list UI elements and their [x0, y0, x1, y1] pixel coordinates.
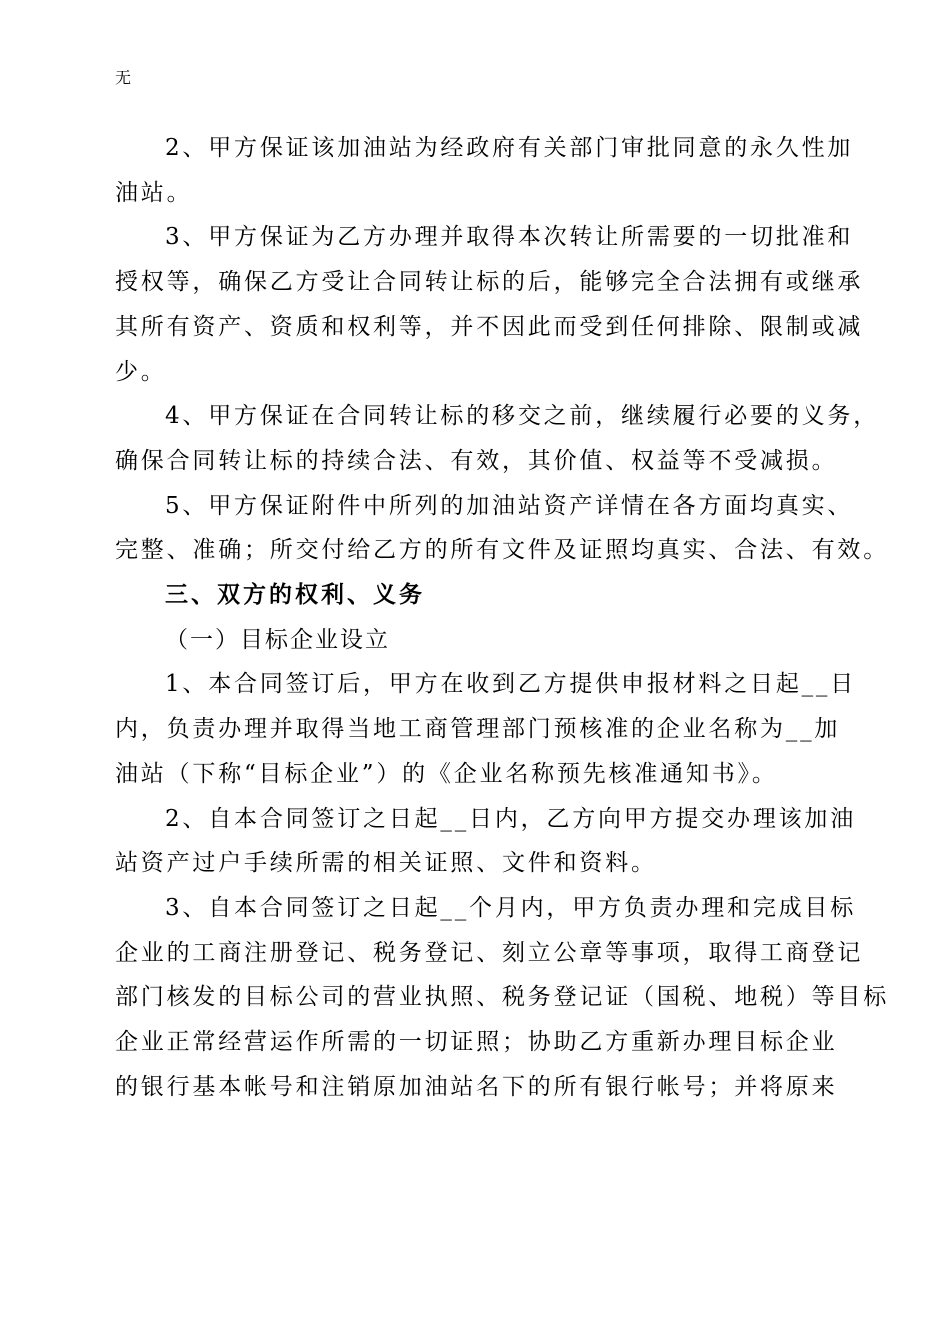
paragraph-2: [115, 126, 854, 215]
text-line: 部门核发的目标公司的营业执照、税务登记证（国税、地税）等目标: [115, 984, 889, 1011]
text-line: 3、自本合同签订之日起__个月内，甲方负责办理和完成目标: [165, 894, 857, 921]
subsection-heading: （一）目标企业设立: [165, 626, 390, 653]
text-line: 内，负责办理并取得当地工商管理部门预核准的企业名称为__加: [115, 716, 841, 743]
paragraph-clause-3: [115, 886, 889, 1110]
section-heading: 三、双方的权利、义务: [165, 581, 425, 609]
text-line: 企业正常经营运作所需的一切证照；协助乙方重新办理目标企业: [115, 1029, 838, 1056]
text-line: 油站（下称“目标企业”）的《企业名称预先核准通知书》。: [115, 760, 778, 787]
paragraph-clause-1: [115, 662, 857, 796]
text-line: 1、本合同签订后，甲方在收到乙方提供申报材料之日起__日: [165, 671, 857, 698]
text-line: 2、自本合同签订之日起__日内，乙方向甲方提交办理该加油: [165, 805, 857, 832]
text-line: 油站。: [115, 179, 193, 206]
text-line: 少。: [115, 358, 167, 385]
page-header: 无: [115, 68, 132, 87]
text-line: 的银行基本帐号和注销原加油站名下的所有银行帐号；并将原来: [115, 1073, 838, 1100]
document-body: [115, 126, 889, 1109]
text-line: 确保合同转让标的持续合法、有效，其价值、权益等不受减损。: [115, 447, 838, 474]
text-line: 2、甲方保证该加油站为经政府有关部门审批同意的永久性加: [165, 135, 854, 161]
paragraph-3: [115, 215, 864, 394]
paragraph-5: [115, 484, 889, 573]
text-line: 5、甲方保证附件中所列的加油站资产详情在各方面均真实、: [165, 492, 854, 519]
text-line: 站资产过户手续所需的相关证照、文件和资料。: [115, 850, 657, 877]
text-line: 4、甲方保证在合同转让标的移交之前，继续履行必要的义务，: [165, 403, 880, 430]
text-line: 3、甲方保证为乙方办理并取得本次转让所需要的一切批准和: [165, 224, 854, 251]
text-line: 授权等，确保乙方受让合同转让标的后，能够完全合法拥有或继承: [115, 269, 864, 296]
text-line: 其所有资产、资质和权利等，并不因此而受到任何排除、限制或减: [115, 313, 864, 340]
text-line: 企业的工商注册登记、税务登记、刻立公章等事项，取得工商登记: [115, 939, 864, 966]
paragraph-clause-2: [115, 797, 857, 886]
paragraph-4: [115, 394, 880, 483]
text-line: 完整、准确；所交付给乙方的所有文件及证照均真实、合法、有效。: [115, 537, 889, 564]
